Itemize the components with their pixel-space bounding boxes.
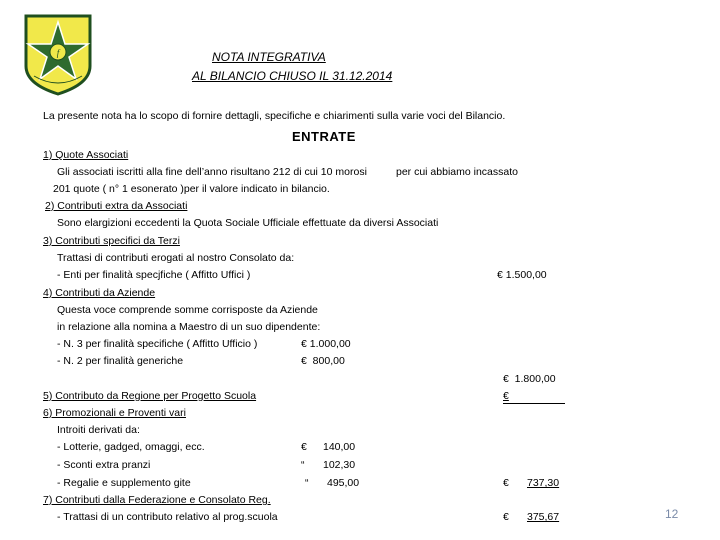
aziende-line2: in relazione alla nomina a Maestro di un suo dipendente: (57, 321, 321, 333)
section-title: ENTRATE (292, 129, 356, 144)
quote-line1b: per cui abbiamo incassato (396, 166, 518, 178)
promozionali-row1-label: - Lotterie, gadged, omaggi, ecc. (57, 441, 205, 453)
aziende-total: € 1.800,00 (503, 373, 556, 385)
document-title-line2: AL BILANCIO CHIUSO IL 31.12.2014 (192, 69, 393, 83)
promozionali-total: 737,30 (527, 477, 560, 489)
star-shield-logo-icon (24, 14, 92, 96)
federazione-total: 375,67 (527, 511, 560, 523)
aziende-row2-amount: € 800,00 (301, 355, 345, 367)
promozionali-row3-label: - Regalie e supplemento gite (57, 477, 191, 489)
contributi-terzi-line1: Trattasi di contributi erogati al nostro Consolato da: (57, 252, 295, 264)
promozionali-row2-amount: 102,30 (323, 459, 356, 471)
intro-text: La presente nota ha lo scopo di fornire dettagli, specifiche e chiarimenti sulla varie voci del Bilancio. (43, 110, 506, 122)
promozionali-row2-label: - Sconti extra pranzi (57, 459, 151, 471)
contributi-extra-line1: Sono elargizioni eccedenti la Quota Sociale Ufficiale effettuate da diversi Associati (57, 217, 439, 229)
quote-line1a: Gli associati iscritti alla fine dell’anno risultano 212 di cui 10 morosi (57, 166, 367, 178)
heading-promozionali: 6) Promozionali e Proventi vari (43, 407, 186, 419)
quote-line2: 201 quote ( n° 1 esonerato )per il valore indicato in bilancio. (53, 183, 330, 195)
promozionali-row1-amount: 140,00 (323, 441, 356, 453)
promozionali-line1: Introiti derivati da: (57, 424, 140, 436)
federazione-line1: - Trattasi di un contributo relativo al prog.scuola (57, 511, 278, 523)
page-number: 12 (665, 507, 679, 521)
promozionali-row1-currency: € (301, 441, 307, 453)
aziende-row2-label: - N. 2 per finalità generiche (57, 355, 184, 367)
regione-amount: € (503, 390, 509, 402)
promozionali-row2-currency: “ (301, 459, 305, 471)
promozionali-total-currency: € (503, 477, 509, 489)
heading-contributo-regione: 5) Contributo da Regione per Progetto Scuola (43, 390, 257, 402)
promozionali-row3-amount: 495,00 (327, 477, 360, 489)
heading-quote-associati: 1) Quote Associati (43, 149, 129, 161)
contributi-terzi-amount: € 1.500,00 (497, 269, 547, 281)
heading-contributi-terzi: 3) Contributi specifici da Terzi (43, 235, 180, 247)
federazione-total-currency: € (503, 511, 509, 523)
regione-amount-underline (503, 403, 565, 404)
aziende-row1-label: - N. 3 per finalità specifiche ( Affitto Ufficio ) (57, 338, 258, 350)
contributi-terzi-line2: - Enti per finalità specjfiche ( Affitto Uffici ) (57, 269, 251, 281)
aziende-line1: Questa voce comprende somme corrisposte da Aziende (57, 304, 318, 316)
promozionali-row3-currency: “ (305, 477, 309, 489)
heading-contributi-aziende: 4) Contributi da Aziende (43, 287, 156, 299)
aziende-row1-amount: € 1.000,00 (301, 338, 351, 350)
heading-contributi-extra: 2) Contributi extra da Associati (45, 200, 188, 212)
document-title-line1: NOTA INTEGRATIVA (212, 50, 326, 64)
svg-text:f: f (56, 48, 60, 58)
heading-contributi-federazione: 7) Contributi dalla Federazione e Consolato Reg. (43, 494, 271, 506)
